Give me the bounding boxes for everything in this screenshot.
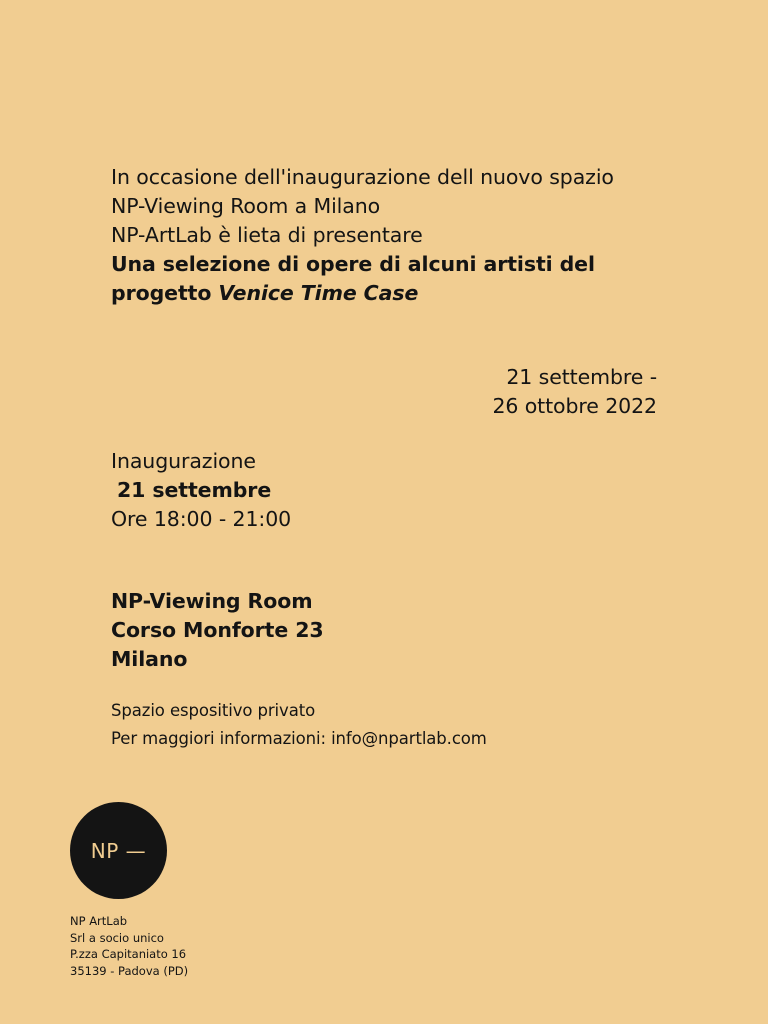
company-line-2: Srl a socio unico — [70, 930, 164, 945]
logo-text: NP — — [90, 838, 147, 863]
opening-time: Ore 18:00 - 21:00 — [111, 507, 292, 531]
opening-date: 21 settembre — [117, 478, 272, 502]
opening-info — [111, 447, 291, 534]
intro-line-5 — [111, 279, 711, 308]
opening-label: Inaugurazione — [111, 449, 256, 473]
company-info — [70, 913, 188, 979]
project-title: Venice Time Case — [218, 281, 419, 305]
additional-info — [111, 697, 487, 753]
dates-line-1: 21 settembre - — [506, 365, 657, 389]
intro-line-1: In occasione dell'inaugurazione dell nuovo spazio — [111, 165, 614, 189]
dates-line-2: 26 ottobre 2022 — [492, 394, 657, 418]
venue-city: Milano — [111, 647, 188, 671]
exhibition-dates — [492, 363, 657, 421]
intro-line-2: NP-Viewing Room a Milano — [111, 194, 381, 218]
intro-text — [111, 163, 711, 308]
intro-line-4: Una selezione di opere di alcuni artisti del — [111, 252, 595, 276]
info-line-2: Per maggiori informazioni: info@npartlab.com — [111, 729, 487, 748]
company-line-3: P.zza Capitaniato 16 — [70, 947, 187, 961]
company-line-4: 35139 - Padova (PD) — [70, 963, 189, 978]
venue-info — [111, 587, 324, 674]
info-line-1: Spazio espositivo privato — [111, 701, 316, 720]
intro-line-5-prefix: progetto — [111, 281, 219, 305]
np-logo — [70, 802, 167, 899]
intro-line-3: NP-ArtLab è lieta di presentare — [111, 223, 423, 247]
company-line-1: NP ArtLab — [70, 914, 128, 928]
venue-name: NP-Viewing Room — [111, 589, 313, 613]
venue-address: Corso Monforte 23 — [111, 618, 324, 642]
